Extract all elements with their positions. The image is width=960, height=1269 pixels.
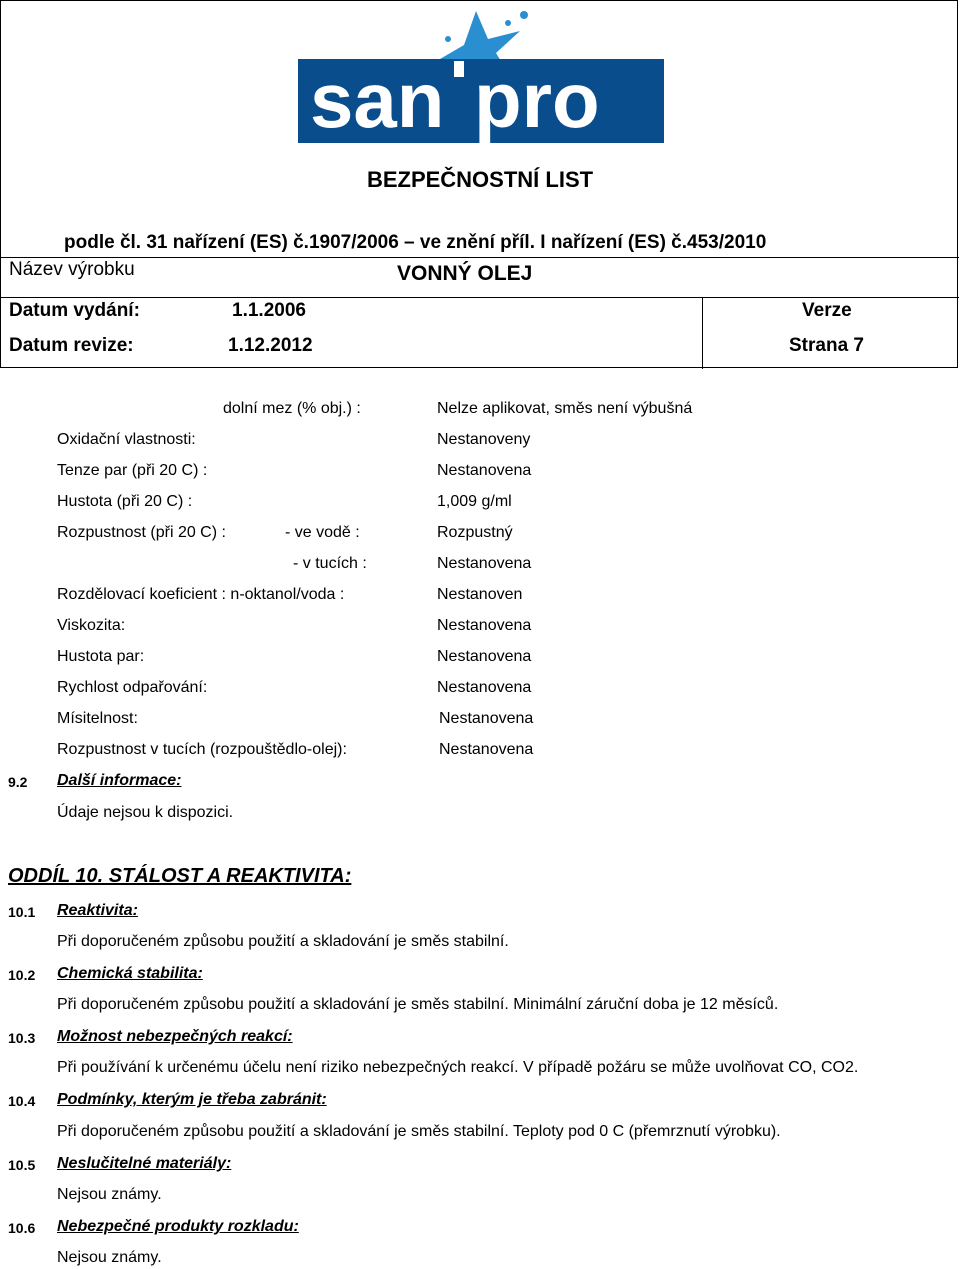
version-label: Verze xyxy=(802,300,852,321)
product-name-label: Název výrobku xyxy=(9,259,135,280)
divider xyxy=(1,257,959,258)
divider xyxy=(702,297,703,369)
subsection-text: Při používání k určenému účelu není riziko nebezpečných reakcí. V případě požáru se může uvolňovat CO, CO2. xyxy=(57,1059,859,1076)
subsection-heading: Reaktivita: xyxy=(57,902,138,919)
subsection-heading: Možnost nebezpečných reakcí: xyxy=(57,1028,293,1045)
property-value: Nestanovena xyxy=(437,679,532,696)
subsection-text: Nejsou známy. xyxy=(57,1249,162,1266)
sanipro-logo xyxy=(298,9,664,145)
issue-date: 1.1.2006 xyxy=(232,300,306,321)
property-value: Nestanovena xyxy=(439,710,534,727)
section-number: 9.2 xyxy=(8,774,28,790)
property-label: Hustota par: xyxy=(57,648,145,665)
document-header xyxy=(0,0,958,368)
section-text: Údaje nejsou k dispozici. xyxy=(57,804,234,821)
section-10-title: ODDÍL 10. STÁLOST A REAKTIVITA: xyxy=(8,865,352,887)
property-label: Mísitelnost: xyxy=(57,710,138,727)
property-label: Rychlost odpařování: xyxy=(57,679,208,696)
subsection-text: Nejsou známy. xyxy=(57,1186,162,1203)
property-sublabel: - ve vodě : xyxy=(285,524,360,541)
property-value: Nestanovena xyxy=(437,555,532,572)
subsection-text: Při doporučeném způsobu použití a skladování je směs stabilní. Minimální záruční doba je 12 měsíců. xyxy=(57,996,779,1013)
subsection-number: 10.3 xyxy=(8,1030,36,1046)
section-heading: Další informace: xyxy=(57,772,182,789)
property-value: Rozpustný xyxy=(437,524,513,541)
subsection-heading: Neslučitelné materiály: xyxy=(57,1155,232,1172)
property-value: Nelze aplikovat, směs není výbušná xyxy=(437,400,693,417)
property-value: Nestanoven xyxy=(437,586,523,603)
subsection-text: Při doporučeném způsobu použití a skladování je směs stabilní. xyxy=(57,933,509,950)
document-title: BEZPEČNOSTNÍ LIST xyxy=(366,167,594,192)
property-sublabel: - v tucích : xyxy=(293,555,367,572)
subsection-text: Při doporučeném způsobu použití a skladování je směs stabilní. Teploty pod 0 C (přemrznutí výrobku). xyxy=(57,1123,781,1140)
revision-date: 1.12.2012 xyxy=(228,335,313,356)
property-value: Nestanovena xyxy=(439,741,534,758)
property-label: Rozpustnost v tucích (rozpouštědlo-olej): xyxy=(57,741,347,758)
subsection-number: 10.1 xyxy=(8,904,36,920)
property-value: Nestanovena xyxy=(437,617,532,634)
property-label: Tenze par (při 20 C) : xyxy=(57,462,208,479)
subsection-heading: Podmínky, kterým je třeba zabránit: xyxy=(57,1091,327,1108)
subsection-number: 10.5 xyxy=(8,1157,36,1173)
property-label: Oxidační vlastnosti: xyxy=(57,431,196,448)
revision-date-label: Datum revize: xyxy=(9,335,134,356)
subsection-heading: Chemická stabilita: xyxy=(57,965,203,982)
property-label: Rozpustnost (při 20 C) : xyxy=(57,524,226,541)
property-label: Viskozita: xyxy=(57,617,126,634)
logo-text-left: san xyxy=(310,56,445,144)
divider xyxy=(1,297,959,298)
property-label: dolní mez (% obj.) : xyxy=(223,400,361,417)
subsection-number: 10.6 xyxy=(8,1220,36,1236)
subsection-number: 10.2 xyxy=(8,967,36,983)
page-number: Strana 7 xyxy=(789,335,864,356)
property-value: 1,009 g/ml xyxy=(437,493,512,510)
property-value: Nestanovena xyxy=(437,462,532,479)
property-label: Hustota (při 20 C) : xyxy=(57,493,193,510)
logo-text-right: pro xyxy=(474,56,600,144)
issue-date-label: Datum vydání: xyxy=(9,300,140,321)
property-label: Rozdělovací koeficient : n-oktanol/voda : xyxy=(57,586,345,603)
product-name: VONNÝ OLEJ xyxy=(397,262,533,285)
regulation-reference: podle čl. 31 nařízení (ES) č.1907/2006 – ve znění příl. I nařízení (ES) č.453/2010 xyxy=(64,232,767,253)
property-value: Nestanovena xyxy=(437,648,532,665)
subsection-heading: Nebezpečné produkty rozkladu: xyxy=(57,1218,299,1235)
subsection-number: 10.4 xyxy=(8,1093,36,1109)
property-value: Nestanoveny xyxy=(437,431,531,448)
